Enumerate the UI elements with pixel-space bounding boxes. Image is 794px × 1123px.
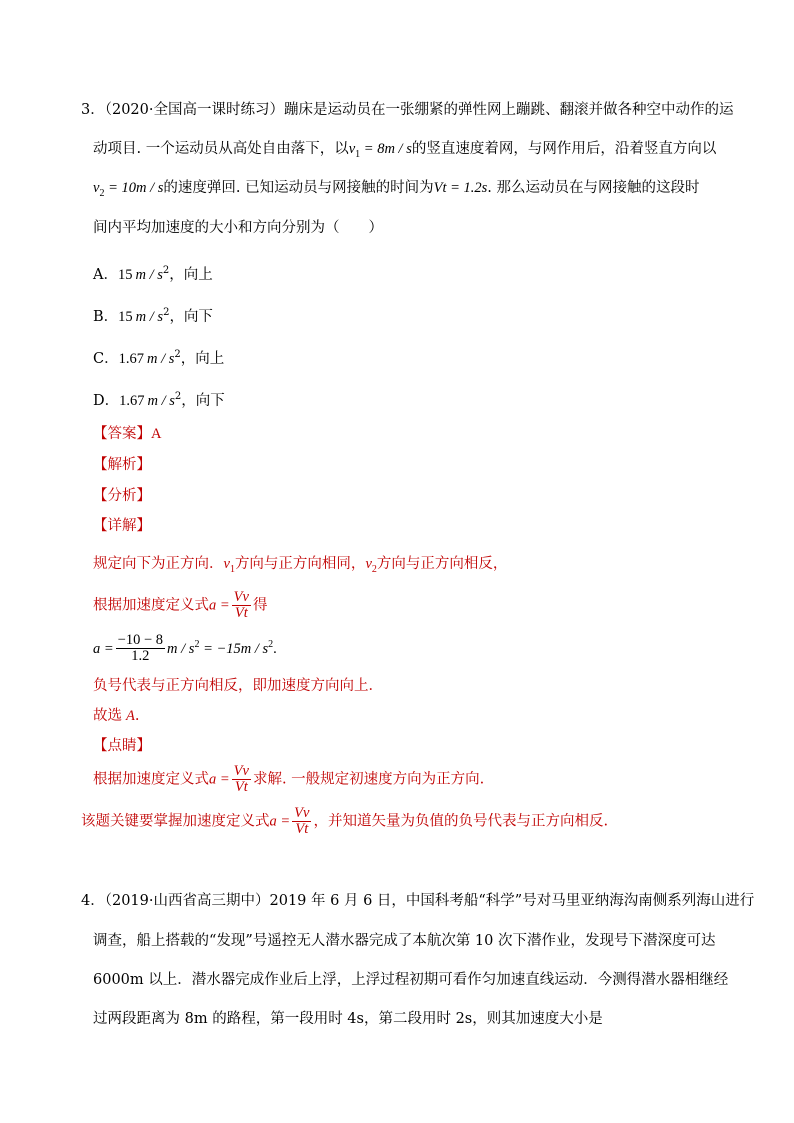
detail-label: 【详解】	[93, 518, 151, 534]
v1-label: v	[223, 556, 230, 572]
v1-label: v	[348, 141, 356, 157]
text-segment: 方向与正方向相同，	[234, 556, 366, 572]
detail-line-2	[93, 590, 267, 621]
chosen-option: A	[126, 708, 135, 724]
acc-symbol: a =	[209, 771, 230, 788]
fraction-numerator: Vv	[294, 805, 310, 821]
question-4-line-3: 6000m 以上．潜水器完成作业后上浮，上浮过程初期可看作匀加速直线运动．今测得潜水器相继经	[93, 972, 729, 988]
fraction-denominator: Vt	[292, 821, 311, 837]
option-direction: ，向下	[181, 392, 225, 409]
fraction-dv-dt	[292, 806, 311, 837]
question-source: （2020·全国高一课时练习）	[104, 102, 284, 118]
option-value: 15	[117, 266, 133, 283]
fraction-numerator: Vv	[233, 589, 249, 605]
equation-unit: m / s	[167, 640, 195, 657]
option-d	[93, 387, 225, 411]
acc-symbol: a =	[269, 813, 291, 830]
option-unit: m / s	[147, 392, 175, 409]
question-3-line-2	[93, 139, 716, 165]
analysis-label: 【解析】	[93, 457, 151, 473]
comment-label: 【点睛】	[93, 738, 151, 754]
equation-exp: 2	[194, 639, 200, 650]
fraction-denominator: 1.2	[116, 648, 165, 664]
answer-value: A	[151, 426, 162, 442]
text-segment: 间内平均加速度的大小和方向分别为（ ）	[93, 220, 383, 236]
v2-label: v	[365, 556, 372, 572]
question-3-line-3	[93, 178, 700, 204]
option-a	[93, 261, 213, 285]
option-exp: 2	[163, 307, 170, 318]
question-text: 2019 年 6 月 6 日，中国科考船“科学”号对马里亚纳海沟南侧系列海山进行	[269, 893, 755, 909]
v1-symbol	[223, 556, 235, 575]
option-direction: ，向上	[180, 350, 225, 367]
text-segment: 故选	[93, 708, 122, 724]
option-exp: 2	[162, 265, 170, 276]
detail-line-1	[93, 554, 507, 580]
text-segment: .	[134, 708, 140, 724]
answer-label: 【答案】	[93, 426, 151, 442]
question-3-line-4	[93, 218, 383, 238]
option-value: 1.67	[119, 392, 145, 409]
option-letter: C．	[93, 350, 119, 367]
question-4-line-1	[81, 891, 754, 911]
text-segment: ，并知道矢量为负值的负号代表与正方向相反.	[313, 813, 609, 830]
question-text: 蹦床是运动员在一张绷紧的弹性网上蹦跳、翻滚并做各种空中动作的运	[284, 102, 734, 118]
text-segment: 根据加速度定义式	[93, 771, 209, 788]
fraction-denominator: Vt	[232, 779, 251, 795]
v1-sub: 1	[355, 148, 361, 160]
option-exp: 2	[174, 391, 182, 402]
text-segment: 规定向下为正方向．	[93, 556, 224, 572]
option-letter: B．	[93, 308, 119, 325]
option-c	[93, 345, 224, 369]
option-exp: 2	[174, 349, 181, 360]
fraction-dv-dt	[232, 764, 251, 795]
v2-symbol	[93, 180, 164, 199]
question-number: 4．	[81, 893, 105, 909]
text-segment: 动项目. 一个运动员从高处自由落下，以	[93, 141, 349, 157]
equation-lhs: a =	[93, 640, 114, 657]
text-segment: 的竖直速度着网，与网作用后，沿着竖直方向以	[411, 141, 717, 157]
v2-symbol	[365, 556, 377, 575]
question-source: （2019·山西省高三期中）	[104, 893, 270, 909]
comment-line-1	[93, 764, 484, 795]
fraction-numerator: −10 − 8	[117, 632, 164, 649]
option-letter: D．	[93, 392, 120, 409]
v1-value: = 8m / s	[360, 141, 412, 157]
v2-label: v	[93, 180, 100, 196]
fraction-dv-dt	[232, 590, 251, 621]
fraction-denominator: Vt	[232, 605, 251, 621]
v1-symbol	[348, 141, 412, 160]
option-unit: m / s	[135, 266, 163, 283]
fraction-numerator: Vv	[233, 763, 249, 779]
question-4-line-4: 过两段距离为 8m 的路程，第一段用时 4s，第二段用时 2s，则其加速度大小是	[93, 1011, 603, 1027]
dt-value: Vt = 1.2s	[433, 180, 488, 196]
text-segment: 方向与正方向相反，	[376, 556, 508, 572]
option-value: 15	[118, 308, 133, 325]
text-segment: 该题关键要掌握加速度定义式	[81, 813, 270, 830]
detail-equation	[93, 630, 277, 664]
text-segment: 的速度弹回. 已知运动员与网接触的时间为	[163, 180, 434, 196]
option-b	[93, 303, 213, 327]
option-direction: ，向下	[169, 308, 213, 325]
fraction-numeric	[116, 633, 165, 664]
text-segment: . 那么运动员在与网接触的这段时	[487, 180, 700, 196]
equation-end: .	[273, 640, 277, 657]
detail-line-5	[93, 706, 139, 726]
comment-line-2	[81, 806, 608, 837]
text-segment: 得	[252, 597, 268, 614]
text-segment: 根据加速度定义式	[93, 597, 209, 614]
option-unit: m / s	[135, 308, 164, 325]
option-direction: ，向上	[169, 266, 213, 283]
option-value: 1.67	[118, 350, 144, 367]
text-segment: 求解. 一般规定初速度方向为正方向.	[252, 771, 485, 788]
question-4-line-2: 调查，船上搭载的“发现”号遥控无人潜水器完成了本航次第 10 次下潜作业，发现号下潜深度可达	[93, 933, 716, 949]
equation-result: = −15m / s	[199, 640, 269, 657]
option-letter: A．	[93, 266, 118, 283]
v2-sub: 2	[99, 187, 105, 199]
detail-line-4: 负号代表与正方向相反，即加速度方向向上．	[93, 678, 383, 694]
fenxi-label: 【分析】	[93, 488, 151, 504]
answer-line	[93, 424, 161, 444]
v1-sub: 1	[229, 563, 235, 575]
option-unit: m / s	[146, 350, 175, 367]
question-number: 3．	[81, 102, 105, 118]
question-3-line-1	[81, 100, 734, 120]
v2-value: = 10m / s	[104, 180, 164, 196]
equation-exp: 2	[268, 639, 274, 650]
acc-symbol: a =	[209, 597, 230, 614]
v2-sub: 2	[371, 563, 377, 575]
